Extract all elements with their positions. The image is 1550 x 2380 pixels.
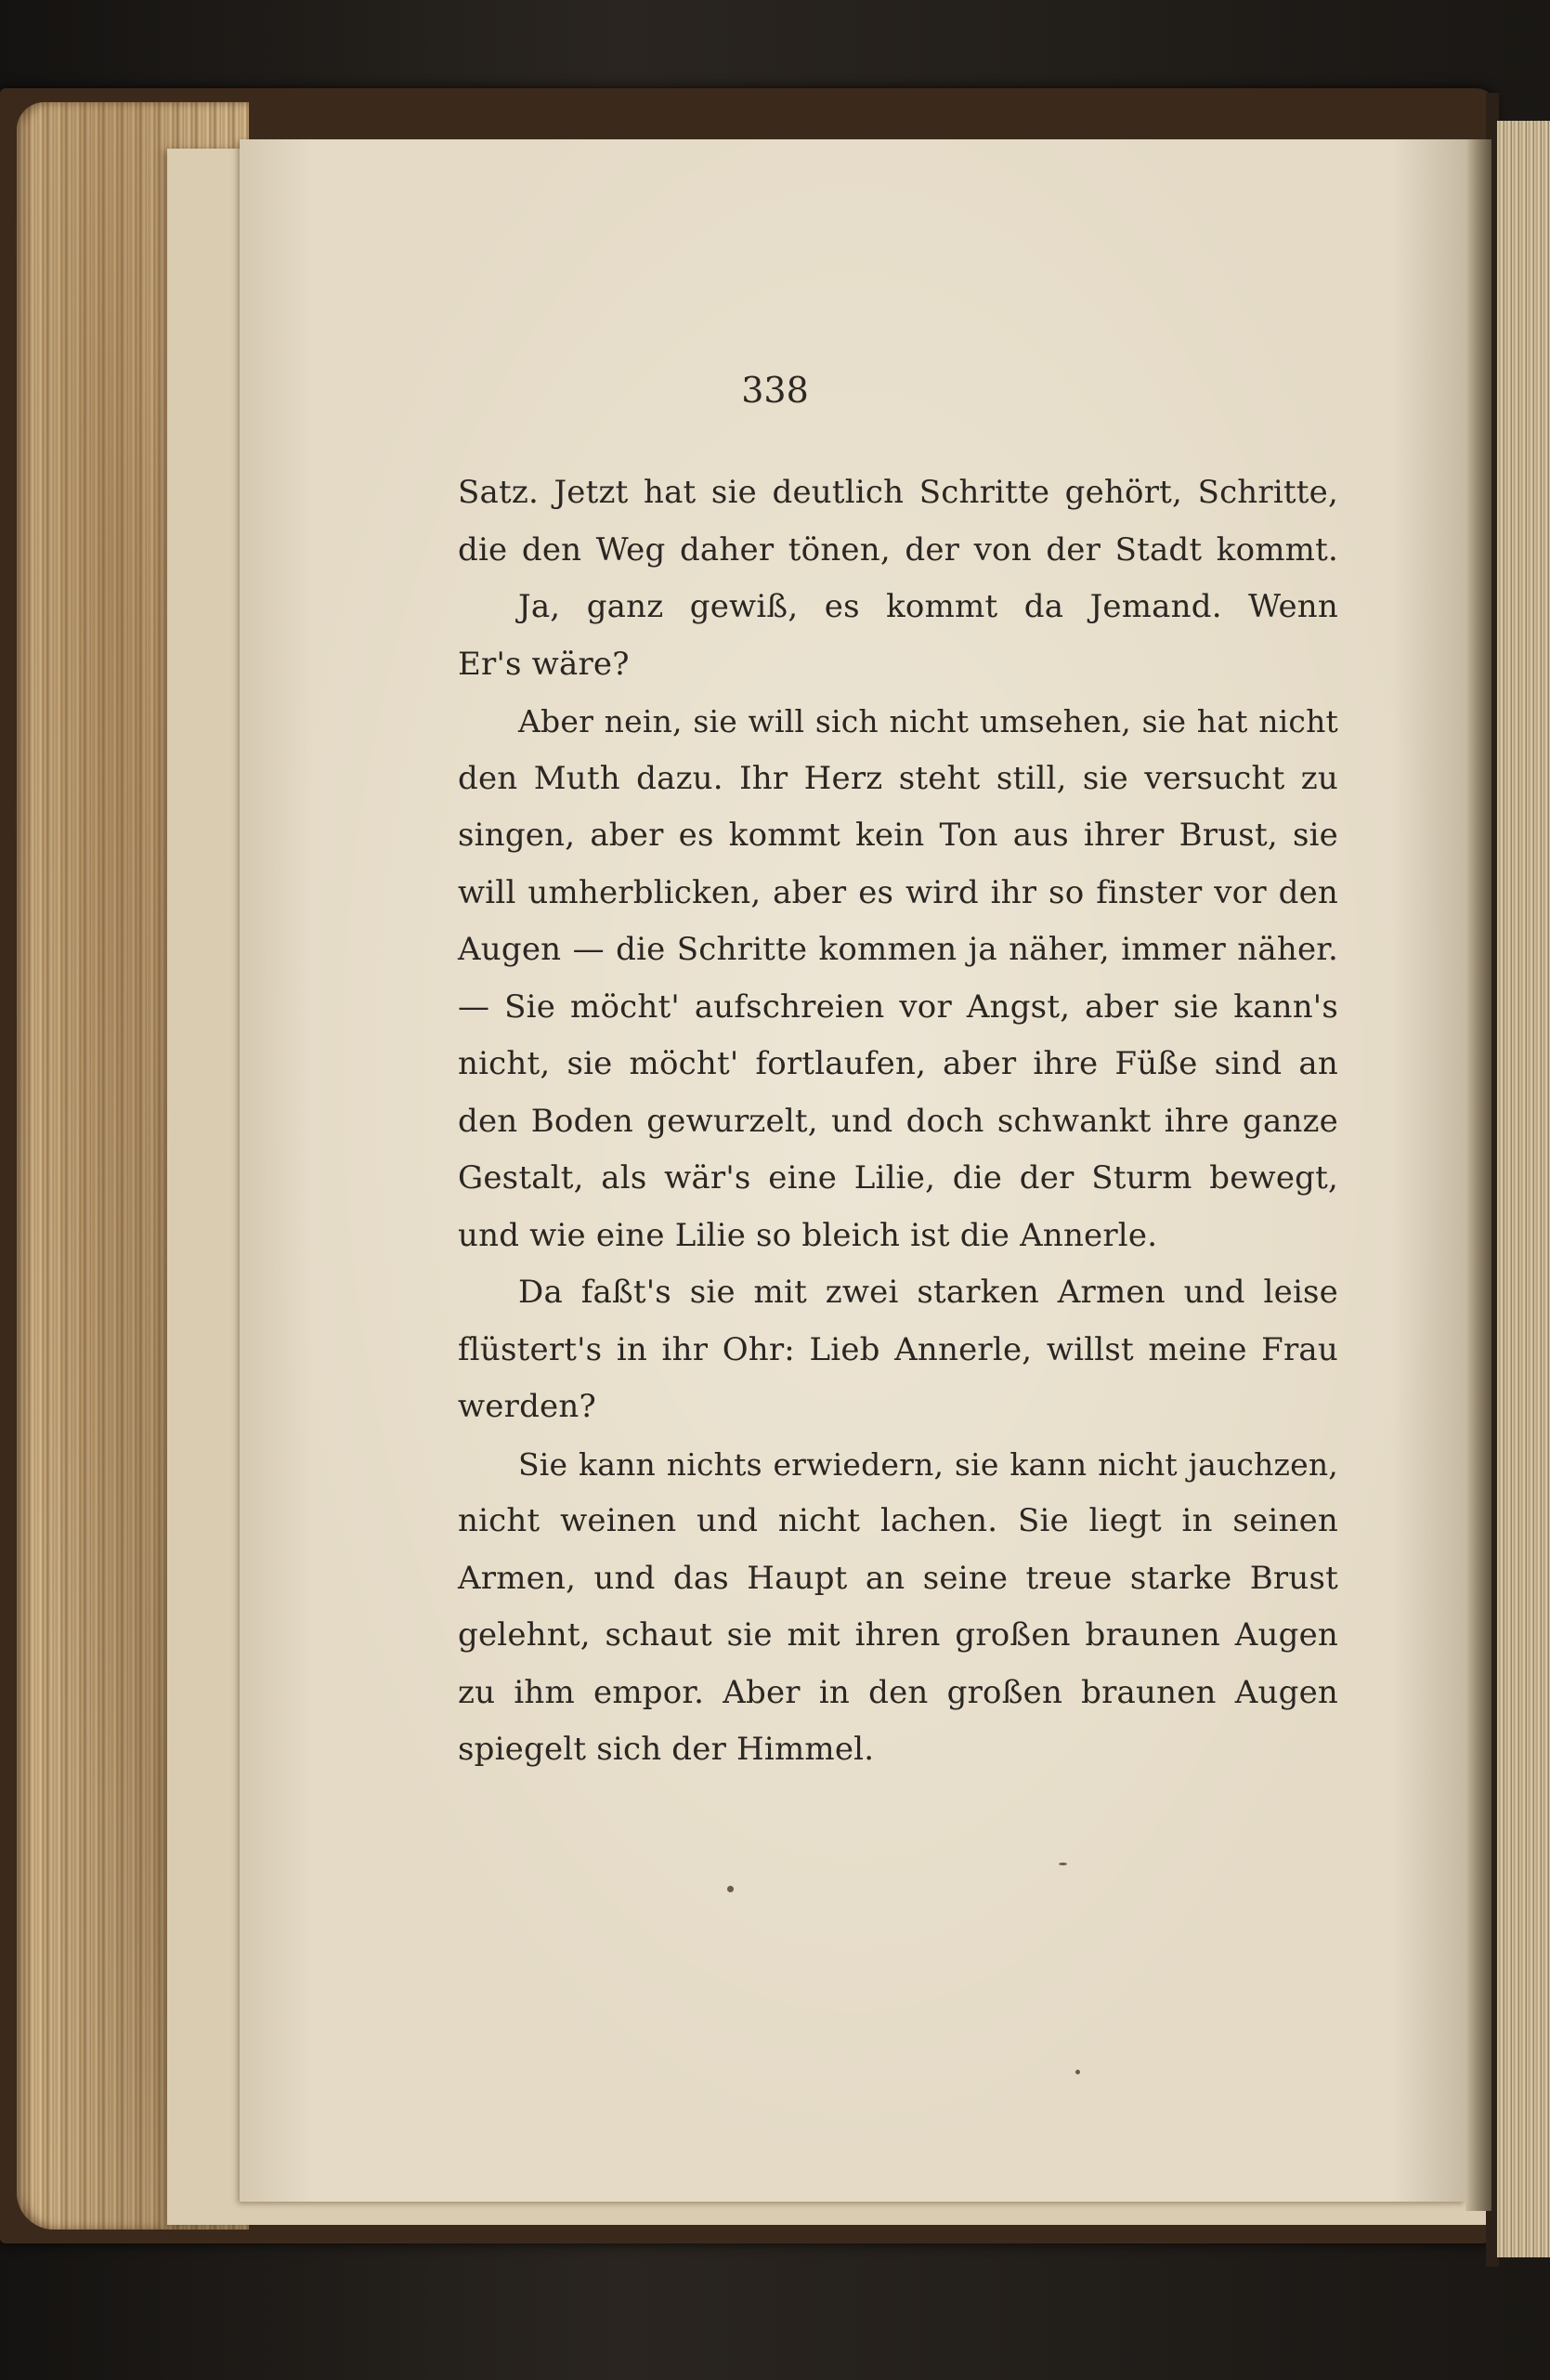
text-line: die den Weg daher tönen, der von der Stadt kommt. (458, 530, 1338, 569)
text-line: spiegelt sich der Himmel. (458, 1731, 875, 1768)
text-line: nicht weinen und nicht lachen. Sie liegt in seinen (458, 1502, 1338, 1539)
text-line: singen, aber es kommt kein Ton aus ihrer Brust, sie (458, 817, 1338, 854)
text-line: werden? (458, 1388, 596, 1425)
text-line: nicht, sie möcht' fortlaufen, aber ihre Füße sind an (458, 1045, 1338, 1082)
text-line: Er's wäre? (458, 645, 630, 683)
text-line: Aber nein, sie will sich nicht umsehen, sie hat nicht (518, 703, 1338, 739)
text-line: will umherblicken, aber es wird ihr so finster vor den (458, 873, 1338, 911)
paper-speck (727, 1886, 734, 1892)
text-line: Da faßt's sie mit zwei starken Armen und leise (518, 1274, 1338, 1311)
body-text (458, 464, 1338, 1779)
text-line: — Sie möcht' aufschreien vor Angst, aber sie kann's (458, 987, 1338, 1026)
text-line: und wie eine Lilie so bleich ist die Annerle. (458, 1216, 1158, 1254)
text-line: Sie kann nichts erwiedern, sie kann nicht jauchzen, (518, 1445, 1338, 1483)
text-line: Gestalt, als wär's eine Lilie, die der Sturm bewegt, (458, 1159, 1338, 1197)
text-line: Augen — die Schritte kommen ja näher, immer näher. (458, 931, 1338, 968)
text-line: zu ihm empor. Aber in den großen braunen Augen (458, 1673, 1338, 1711)
text-line: den Muth dazu. Ihr Herz steht still, sie versucht zu (458, 759, 1338, 797)
text-line: flüstert's in ihr Ohr: Lieb Annerle, willst meine Frau (458, 1330, 1338, 1368)
book-gutter (1465, 139, 1491, 2211)
text-line: den Boden gewurzelt, und doch schwankt ihre ganze (458, 1102, 1338, 1140)
paper-speck (1059, 1863, 1067, 1865)
paper-speck (1075, 2070, 1080, 2074)
text-line: Satz. Jetzt hat sie deutlich Schritte gehört, Schritte, (458, 474, 1338, 511)
text-line: gelehnt, schaut sie mit ihren großen braunen Augen (458, 1616, 1338, 1654)
text-line: Armen, und das Haupt an seine treue starke Brust (458, 1559, 1338, 1597)
page-number: 338 (741, 370, 809, 411)
page-edges-right (1497, 121, 1550, 2257)
text-line: Ja, ganz gewiß, es kommt da Jemand. Wenn (518, 588, 1338, 625)
